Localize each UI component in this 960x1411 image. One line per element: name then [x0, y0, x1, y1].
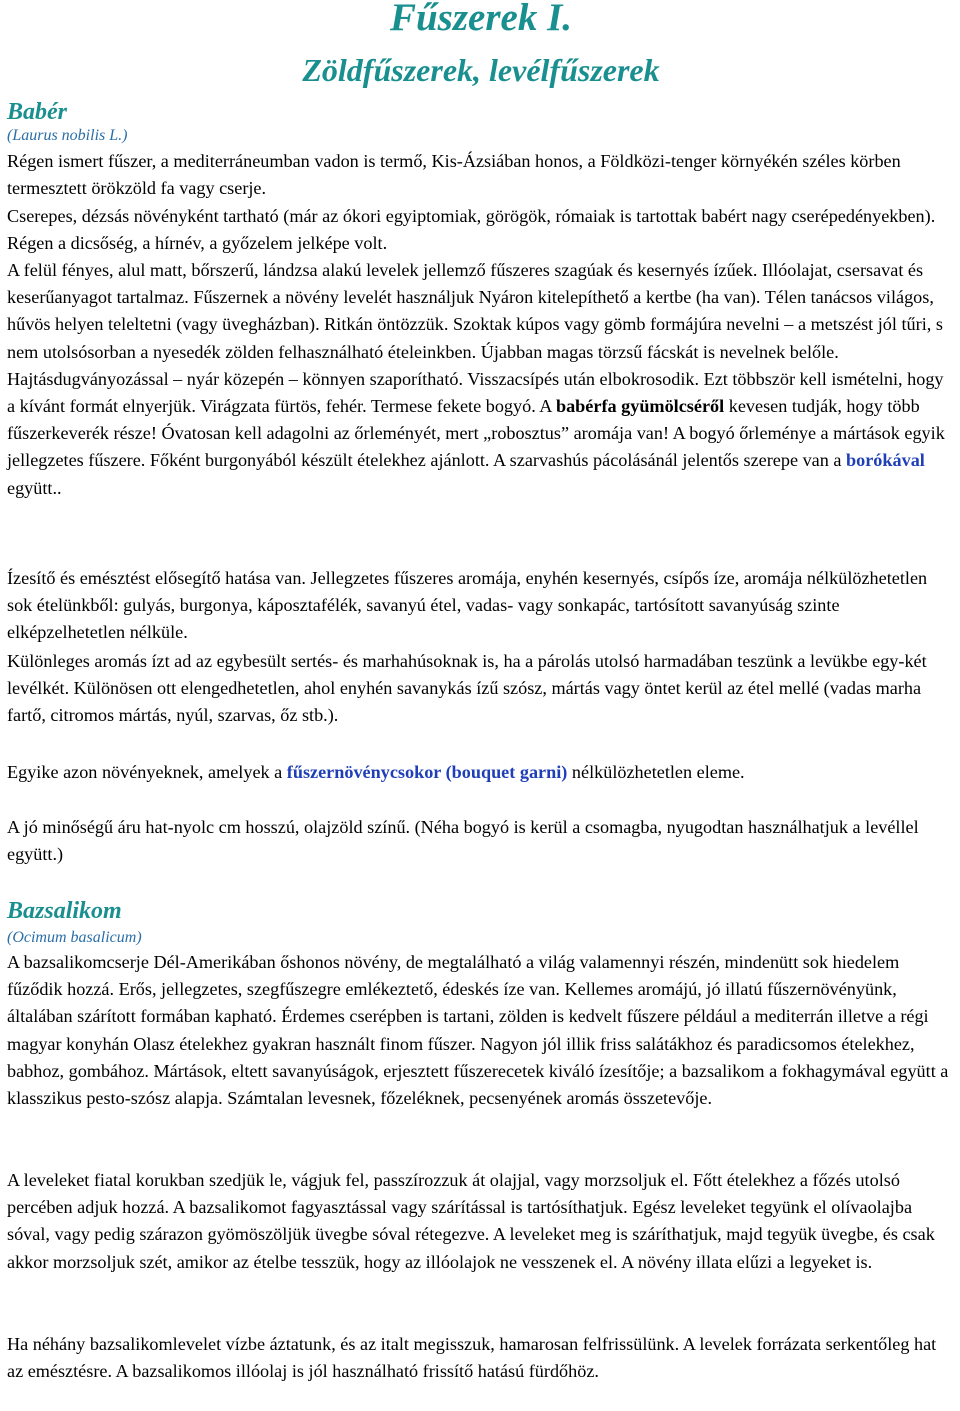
baber-p6-text-c: nélkülözhetetlen eleme. — [567, 762, 745, 782]
bazsalikom-paragraph-1: A bazsalikomcserje Dél-Amerikában őshonos növény, de megtalálható a világ valamennyi részén, mindenütt sok hiedelem fűződik hozzá. Erős, jellegzetes, szegfűszegre emlékeztető, édeskés íze van. Kellemes aromájú, jó illatú fűszernövényünk, általában szárított formában kapható. Érdemes cserépben is tartani, zölden is kedvelt fűszere például a mediterrán illetve a régi magyar konyhán Olasz ételekhez gyakran használt finom fűszer. Nagyon jól illik friss salátákhoz és paradicsomos ételekhez, babhoz, gombához. Mártások, eltett savanyúságok, erjesztett fűszerecetek kiváló ízesítője; a bazsalikom a fokhagymával együtt a klasszikus pesto-szósz alapja. Számtalan levesnek, főzeléknek, pecsenyének aromás összetevője. — [7, 952, 949, 1109]
section-latin-baber: (Laurus nobilis L.) — [7, 127, 128, 144]
baber-paragraph-4: Ízesítő és emésztést elősegítő hatása van. Jellegzetes fűszeres aromája, enyhén kesernyés, csípős íze, aromája nélkülözhetetlen sok ételünkből: gulyás, burgonya, káposztafélék, savanyú étel, vadas- vagy sonkapác, tartósított savanyúság szinte elképzelhetetlen nélküle. — [7, 568, 928, 643]
baber-p3-text-e: együtt.. — [7, 477, 62, 498]
document-subtitle: Zöldfűszerek, levélfűszerek — [302, 52, 660, 88]
section-heading-bazsalikom: Bazsalikom — [7, 898, 122, 924]
baber-p3-text-c: kevesen tudják, hogy több fűszerkeverék része! Óvatosan kell adagolni az őrleményét, mert „robosztus” aromája van! A bogyó őrleménye a mártások egyik jellegzetes fűszere. Főként burgonyából készült ételekhez ajánlott. A szarvashús pácolásánál jelentős szerepe van a — [7, 396, 945, 471]
document-title: Fűszerek I. — [389, 0, 573, 39]
baber-fruit-highlight: babérfa gyümölcséről — [555, 396, 725, 417]
baber-p3-text-a: A felül fényes, alul matt, bőrszerű, lándzsa alakú levelek jellemző fűszeres szagúak és kesernyés ízűek. Illóolajat, csersavat és keserűanyagot tartalmaz. Fűszernek a növény levelét használjuk Nyáron kitelepíthető a kertbe (ha van). Télen tanácsos világos, hűvös helyen teleltetni (vagy üvegházban). Ritkán öntözzük. Szoktak kúpos vagy gömb formájúra nevelni – a metszést jól tűri, s nem utolsósorban a nyesedék zölden felhasználható ételeinkben. Újabban magas törzsű fácskát is nevelnek belőle. Hajtásdugványozással – nyár közepén – könnyen szaporítható. Visszacsípés után elbokrosodik. Ezt többször kell ismételni, hogy a kívánt formát elnyerjük. Virágzata fürtös, fehér. Termese fekete bogyó. A — [7, 260, 944, 417]
baber-paragraph-6 — [7, 759, 955, 786]
baber-paragraph-5: Különleges aromás ízt ad az egybesült sertés- és marhahúsoknak is, ha a párolás utolsó harmadában teszünk a levükbe egy-két levélkét. Különösen ott elengedhetetlen, ahol enyhén savanykás ízű szósz, mártás vagy öntet kerül az étel mellé (vadas marha fartő, citromos mártás, nyúl, szarvas, őz stb.). — [7, 651, 927, 726]
baber-paragraph-3 — [7, 257, 955, 502]
section-heading-baber: Babér — [7, 99, 67, 125]
baber-paragraph-7: A jó minőségű áru hat-nyolc cm hosszú, olajzöld színű. (Néha bogyó is kerül a csomagba, nyugodtan használhatjuk a levéllel együtt.) — [7, 817, 919, 865]
bazsalikom-paragraph-2: A leveleket fiatal korukban szedjük le, vágjuk fel, passzírozzuk át olajjal, vagy morzsoljuk el. Főtt ételekhez a főzés utolsó percében adjuk hozzá. A bazsalikomot fagyasztással vagy szárítással is tartósíthatjuk. Egész leveleket tegyünk el olívaolajba sóval, vagy pedig szárazon gyömöszöljük üvegbe sóval rétegezve. A leveleket meg is száríthatjuk, majd tegyük üvegbe, és csak akkor morzsoljuk szét, amikor az ételbe tesszük, hogy az illóolajok ne vesszenek el. A növény illata elűzi a legyeket is. — [7, 1170, 935, 1272]
baber-paragraph-1: Régen ismert fűszer, a mediterráneumban vadon is termő, Kis-Ázsiában honos, a Földközi-tenger környékén széles körben termesztett örökzöld fa vagy cserje. — [7, 151, 901, 199]
juniper-highlight: borókával — [846, 450, 925, 471]
bouquet-garni-highlight: fűszernövénycsokor (bouquet garni) — [286, 762, 568, 782]
baber-paragraph-2: Cserepes, dézsás növényként tartható (már az ókori egyiptomiak, görögök, rómaiak is tartottak babért nagy cserépedényekben). Régen a dicsőség, a hírnév, a győzelem jelképe volt. — [7, 206, 936, 254]
bazsalikom-paragraph-3: Ha néhány bazsalikomlevelet vízbe áztatunk, és az italt megisszuk, hamarosan felfrissülünk. A levelek forrázata serkentőleg hat az emésztésre. A bazsalikomos illóolaj is jól használható frissítő hatású fürdőhöz. — [7, 1334, 937, 1382]
section-latin-bazsalikom: (Ocimum basalicum) — [7, 929, 142, 946]
baber-p6-text-a: Egyike azon növényeknek, amelyek a — [7, 762, 287, 782]
